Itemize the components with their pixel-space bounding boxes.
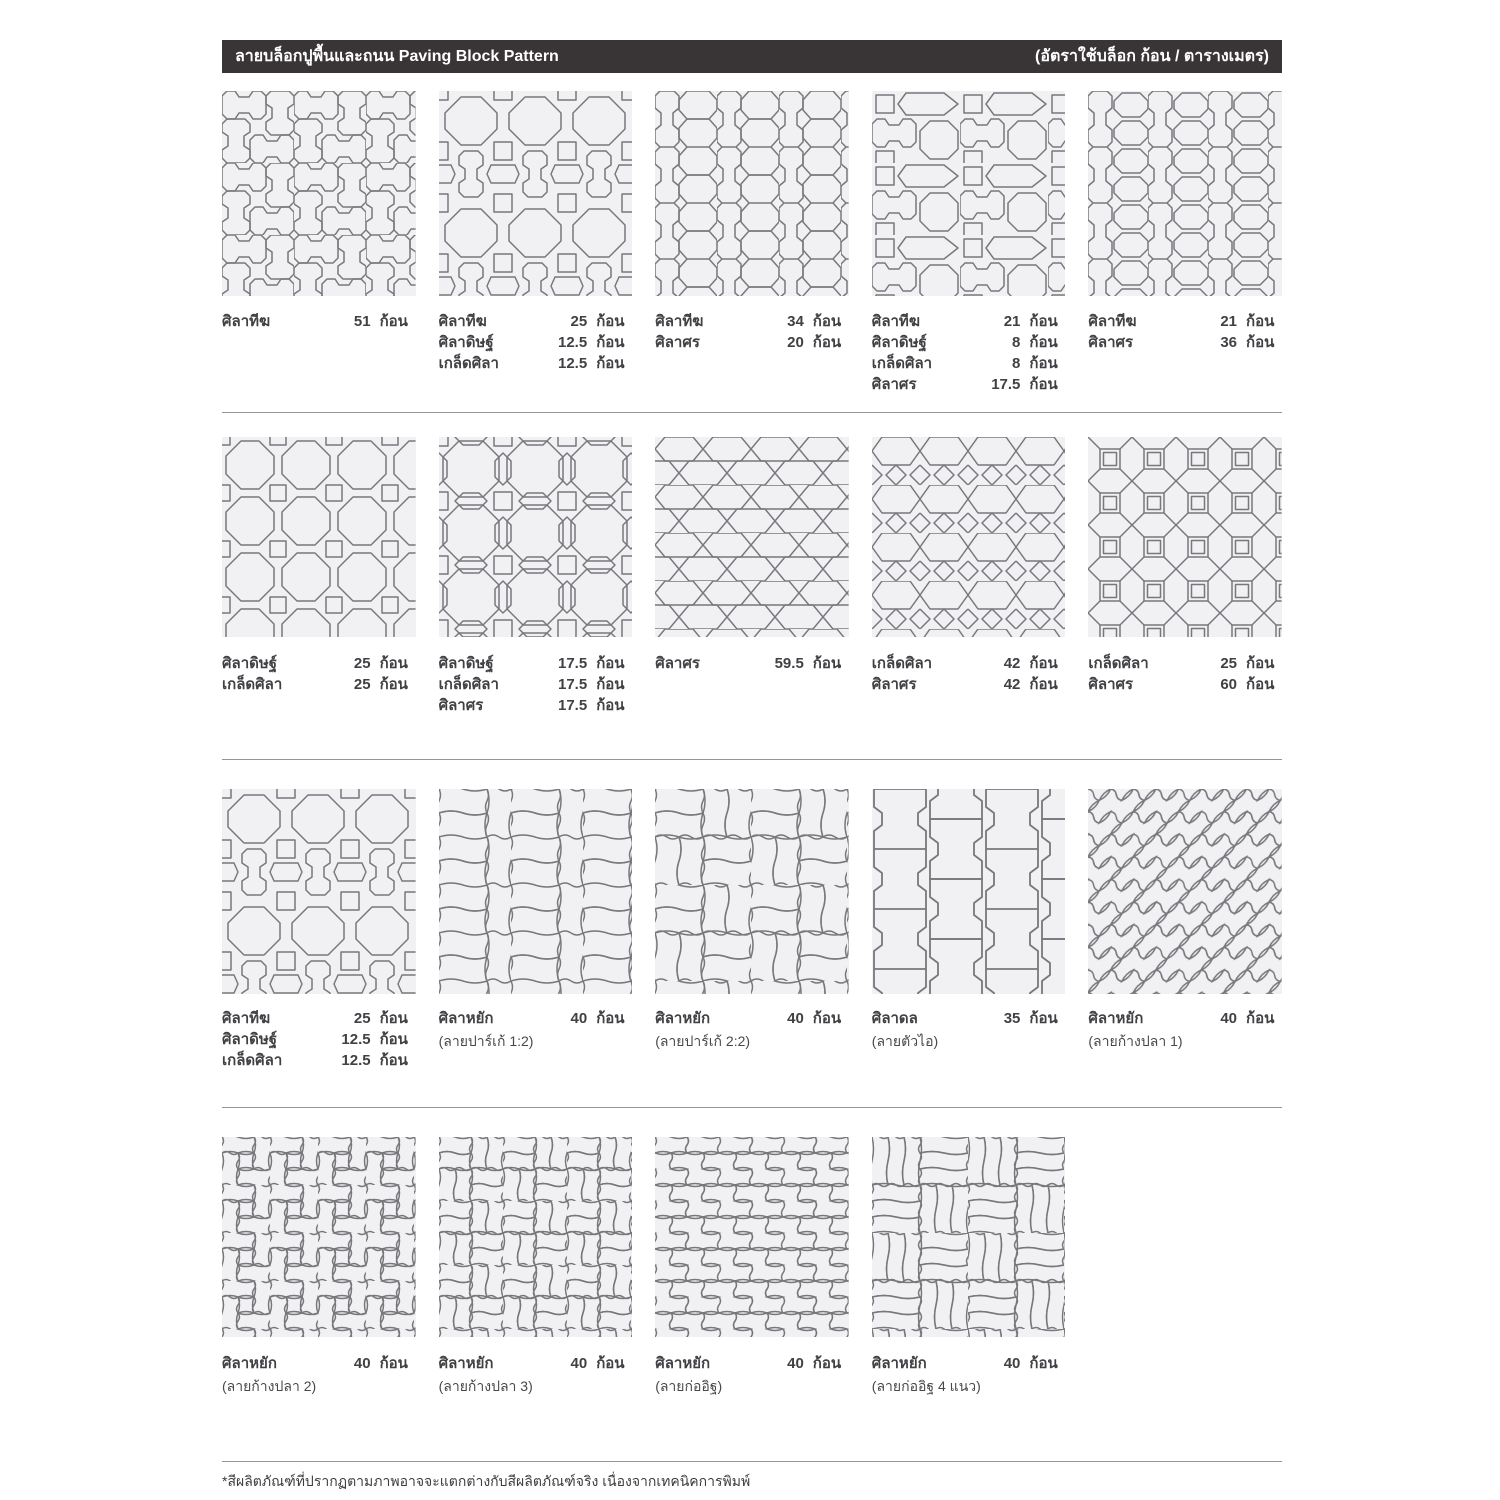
block-unit: ก้อน <box>379 1010 408 1027</box>
pattern-label <box>439 1008 633 1093</box>
pattern-label <box>439 653 633 743</box>
pattern-swatch-r3c4 <box>872 789 1066 994</box>
block-unit: ก้อน <box>812 1010 842 1027</box>
block-name: เกล็ดศิลา <box>438 355 499 372</box>
usage-row <box>872 1353 1066 1374</box>
block-unit: ก้อน <box>812 313 842 330</box>
usage-row <box>439 1353 633 1374</box>
block-qty: 40 <box>570 1010 588 1027</box>
block-qty: 17.5 <box>557 697 588 714</box>
block-unit: ก้อน <box>1029 1010 1058 1027</box>
block-name: ศิลาดิษฐ์ <box>871 334 927 351</box>
block-qty: 17.5 <box>557 655 588 672</box>
block-qty: 40 <box>787 1355 804 1372</box>
block-unit: ก้อน <box>1029 676 1058 693</box>
block-name: ศิลาทีฆ <box>438 313 487 330</box>
block-unit: ก้อน <box>1029 376 1058 393</box>
pattern-variant: (ลายก่ออิฐ 4 แนว) <box>871 1378 981 1394</box>
section-divider <box>222 412 1282 413</box>
block-qty: 12.5 <box>557 334 588 351</box>
block-name: ศิลาหยัก <box>438 1355 494 1372</box>
pattern-row-1-labels <box>222 296 1282 399</box>
block-name: เกล็ดศิลา <box>871 355 933 372</box>
usage-row <box>872 653 1066 674</box>
block-name: ศิลาดิษฐ์ <box>222 1031 278 1048</box>
pattern-swatch-r4c3 <box>655 1137 849 1337</box>
usage-row <box>222 1353 416 1374</box>
pattern-variant: (ลายก่ออิฐ) <box>655 1378 723 1394</box>
usage-row <box>655 311 849 332</box>
block-name: ศิลาศร <box>655 334 700 351</box>
pattern-swatch-r1c3 <box>655 91 849 296</box>
block-name: ศิลาทีฆ <box>871 313 920 330</box>
block-unit: ก้อน <box>1246 334 1275 351</box>
block-unit: ก้อน <box>1246 313 1275 330</box>
usage-row <box>222 311 416 332</box>
usage-row <box>222 1029 416 1050</box>
header-bar <box>222 40 1282 73</box>
block-name: ศิลาศร <box>1088 676 1134 693</box>
usage-row <box>222 653 416 674</box>
block-unit: ก้อน <box>812 1355 842 1372</box>
block-qty: 21 <box>1003 313 1021 330</box>
usage-row <box>222 674 416 695</box>
pattern-label <box>222 1353 416 1445</box>
block-unit: ก้อน <box>812 334 842 351</box>
pattern-swatch-r3c3 <box>655 789 849 994</box>
block-qty: 42 <box>1003 655 1021 672</box>
block-qty: 40 <box>570 1355 588 1372</box>
block-qty: 25 <box>570 313 588 330</box>
usage-row <box>439 311 633 332</box>
block-qty: 40 <box>1003 1355 1021 1372</box>
pattern-row-2-labels <box>222 653 1282 743</box>
pattern-swatch-r4c4 <box>872 1137 1066 1337</box>
usage-row <box>872 311 1066 332</box>
pattern-label <box>872 1353 1066 1445</box>
block-unit: ก้อน <box>596 676 625 693</box>
block-qty: 8 <box>1012 334 1021 351</box>
pattern-label <box>655 1353 849 1445</box>
pattern-variant: (ลายตัวไอ) <box>871 1033 939 1049</box>
usage-row <box>1088 1008 1282 1029</box>
block-name: เกล็ดศิลา <box>871 655 933 672</box>
block-qty: 21 <box>1220 313 1237 330</box>
block-name: ศิลาหยัก <box>1088 1010 1144 1027</box>
block-unit: ก้อน <box>596 355 625 372</box>
usage-row <box>222 1050 416 1071</box>
pattern-label <box>872 653 1066 743</box>
block-unit: ก้อน <box>379 676 408 693</box>
block-unit: ก้อน <box>379 655 408 672</box>
block-unit: ก้อน <box>1029 1355 1058 1372</box>
block-name: ศิลาทีฆ <box>1088 313 1137 330</box>
usage-row <box>655 332 849 353</box>
block-unit: ก้อน <box>379 1052 408 1069</box>
pattern-swatch-r2c2 <box>439 437 633 637</box>
block-name: เกล็ดศิลา <box>222 1052 283 1069</box>
usage-row <box>439 1008 633 1029</box>
header-unit-note: (อัตราใช้บล็อก ก้อน / ตารางเมตร) <box>1035 48 1269 65</box>
section-divider <box>222 1107 1282 1108</box>
block-name: ศิลาหยัก <box>655 1010 711 1027</box>
block-qty: 40 <box>353 1355 371 1372</box>
pattern-variant: (ลายปาร์เก้ 1:2) <box>438 1033 534 1049</box>
block-qty: 17.5 <box>557 676 588 693</box>
pattern-label <box>222 653 416 743</box>
block-unit: ก้อน <box>596 1010 625 1027</box>
block-name: ศิลาดิษฐ์ <box>438 334 494 351</box>
usage-row <box>872 1008 1066 1029</box>
block-qty: 40 <box>787 1010 804 1027</box>
block-name: ศิลาทีฆ <box>655 313 704 330</box>
page-title: ลายบล็อกปูพื้นและถนน Paving Block Pattern <box>235 48 559 65</box>
block-unit: ก้อน <box>379 1031 408 1048</box>
usage-row <box>872 332 1066 353</box>
pattern-label <box>872 1008 1066 1093</box>
pattern-row-2-swatches <box>222 437 1282 637</box>
pattern-row-1-swatches <box>222 91 1282 296</box>
usage-row <box>655 653 849 674</box>
block-name: ศิลาศร <box>438 697 484 714</box>
block-name: ศิลาดล <box>871 1010 918 1027</box>
block-qty: 8 <box>1012 355 1021 372</box>
block-unit: ก้อน <box>596 655 625 672</box>
pattern-row-4-labels <box>222 1353 1282 1445</box>
usage-row <box>222 1008 416 1029</box>
pattern-row-3-swatches <box>222 789 1282 994</box>
usage-row <box>1088 674 1282 695</box>
block-qty: 12.5 <box>341 1052 371 1069</box>
usage-row <box>439 674 633 695</box>
section-divider <box>222 759 1282 760</box>
block-unit: ก้อน <box>1029 655 1058 672</box>
block-qty: 34 <box>787 313 804 330</box>
pattern-label <box>872 311 1066 399</box>
block-unit: ก้อน <box>1246 655 1275 672</box>
usage-row <box>1088 311 1282 332</box>
block-qty: 51 <box>353 313 371 330</box>
usage-row <box>655 1353 849 1374</box>
pattern-swatch-r1c2 <box>439 91 633 296</box>
pattern-swatch-r1c4 <box>872 91 1066 296</box>
block-unit: ก้อน <box>1029 313 1058 330</box>
pattern-swatch-r3c2 <box>439 789 633 994</box>
usage-row <box>439 653 633 674</box>
block-qty: 12.5 <box>341 1031 371 1048</box>
pattern-variant: (ลายก้างปลา 1) <box>1088 1033 1183 1049</box>
block-unit: ก้อน <box>1246 1010 1275 1027</box>
pattern-label <box>1088 653 1282 743</box>
block-name: เกล็ดศิลา <box>222 676 283 693</box>
block-qty: 36 <box>1220 334 1237 351</box>
block-unit: ก้อน <box>1246 676 1275 693</box>
pattern-row-4-swatches <box>222 1137 1282 1337</box>
block-unit: ก้อน <box>596 334 625 351</box>
pattern-swatch-r2c4 <box>872 437 1066 637</box>
usage-row <box>872 674 1066 695</box>
pattern-label <box>655 653 849 743</box>
block-name: ศิลาหยัก <box>655 1355 711 1372</box>
pattern-label <box>222 311 416 399</box>
block-name: ศิลาศร <box>1088 334 1134 351</box>
pattern-swatch-r3c5 <box>1088 789 1282 994</box>
pattern-swatch-r2c3 <box>655 437 849 637</box>
usage-row <box>439 332 633 353</box>
block-qty: 35 <box>1003 1010 1021 1027</box>
empty-cell <box>1088 1353 1282 1445</box>
pattern-variant: (ลายก้างปลา 3) <box>438 1378 533 1394</box>
block-unit: ก้อน <box>1029 355 1058 372</box>
pattern-label <box>655 311 849 399</box>
block-name: ศิลาทีฆ <box>222 313 271 330</box>
footer-divider <box>222 1461 1282 1462</box>
pattern-label <box>439 1353 633 1445</box>
pattern-label <box>655 1008 849 1093</box>
usage-row <box>439 353 633 374</box>
block-unit: ก้อน <box>1029 334 1058 351</box>
block-qty: 59.5 <box>774 655 804 672</box>
pattern-label <box>439 311 633 399</box>
pattern-swatch-r1c1 <box>222 91 416 296</box>
pattern-row-3-labels <box>222 1008 1282 1093</box>
block-qty: 12.5 <box>557 355 588 372</box>
block-qty: 42 <box>1003 676 1021 693</box>
usage-row <box>1088 332 1282 353</box>
pattern-swatch-r4c1 <box>222 1137 416 1337</box>
block-name: ศิลาหยัก <box>222 1355 277 1372</box>
block-qty: 25 <box>353 1010 371 1027</box>
pattern-label <box>1088 311 1282 399</box>
block-name: ศิลาดิษฐ์ <box>222 655 278 672</box>
block-name: ศิลาศร <box>655 655 700 672</box>
usage-row <box>872 374 1066 395</box>
block-name: ศิลาดิษฐ์ <box>438 655 494 672</box>
block-name: ศิลาศร <box>871 676 917 693</box>
pattern-swatch-r2c5 <box>1088 437 1282 637</box>
block-qty: 40 <box>1220 1010 1237 1027</box>
usage-row <box>439 695 633 716</box>
block-qty: 60 <box>1220 676 1237 693</box>
block-unit: ก้อน <box>596 697 625 714</box>
pattern-label <box>222 1008 416 1093</box>
pattern-swatch-r3c1 <box>222 789 416 994</box>
pattern-swatch-r2c1 <box>222 437 416 637</box>
block-unit: ก้อน <box>596 313 625 330</box>
pattern-swatch-r1c5 <box>1088 91 1282 296</box>
block-unit: ก้อน <box>379 313 408 330</box>
pattern-label <box>1088 1008 1282 1093</box>
pattern-variant: (ลายก้างปลา 2) <box>222 1378 317 1394</box>
block-name: เกล็ดศิลา <box>438 676 499 693</box>
usage-row <box>1088 653 1282 674</box>
block-name: ศิลาหยัก <box>871 1355 927 1372</box>
block-qty: 17.5 <box>991 376 1021 393</box>
block-unit: ก้อน <box>596 1355 625 1372</box>
block-qty: 25 <box>353 655 371 672</box>
block-name: เกล็ดศิลา <box>1088 655 1149 672</box>
empty-cell <box>1088 1137 1282 1337</box>
block-qty: 25 <box>1220 655 1237 672</box>
footer-note: *สีผลิตภัณฑ์ที่ปรากฏตามภาพอาจจะแตกต่างกับสีผลิตภัณฑ์จริง เนื่องจากเทคนิคการพิมพ์ <box>222 1473 751 1489</box>
block-unit: ก้อน <box>379 1355 408 1372</box>
usage-row <box>872 353 1066 374</box>
block-qty: 20 <box>787 334 804 351</box>
block-name: ศิลาทีฆ <box>222 1010 271 1027</box>
block-qty: 25 <box>353 676 371 693</box>
pattern-variant: (ลายปาร์เก้ 2:2) <box>655 1033 751 1049</box>
pattern-swatch-r4c2 <box>439 1137 633 1337</box>
block-unit: ก้อน <box>812 655 842 672</box>
block-name: ศิลาหยัก <box>438 1010 494 1027</box>
block-name: ศิลาศร <box>871 376 917 393</box>
usage-row <box>655 1008 849 1029</box>
